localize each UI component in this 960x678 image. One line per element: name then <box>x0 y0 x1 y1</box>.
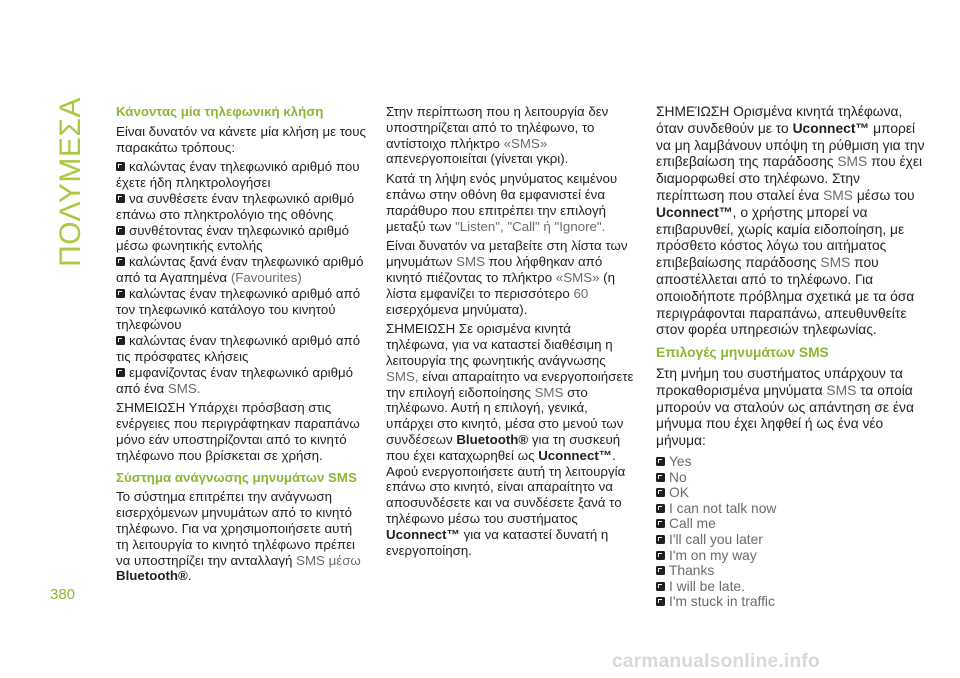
watermark: carmanualsonline.info <box>612 651 820 672</box>
checkbox-bullet-icon <box>656 519 665 528</box>
section-title: ΠΟΛΥΜΕΣΑ <box>54 97 87 267</box>
list-item: I'm stuck in traffic <box>656 594 926 610</box>
list-item: Call me <box>656 516 926 532</box>
list-item: OK <box>656 485 926 501</box>
list-item: Thanks <box>656 563 926 579</box>
call-methods-list <box>116 159 366 396</box>
heading-sms-options: Επιλογές μηνυμάτων SMS <box>656 345 829 361</box>
heading-making-call: Κάνοντας μία τηλεφωνική κλήση <box>116 104 324 119</box>
section-side-tab <box>53 97 89 267</box>
note-text: ΣΗΜΕΙΩΣΗ Σε ορισμένα κινητά τηλέφωνα, για να καταστεί διαθέσιμη η λειτουργία της φωνητικής ανάγνωσης SMS, είναι απαραίτητο να ενεργοποιήσετε την επιλογή ειδοποίησης SMS στο τηλέφωνο. Αυτή η επιλογή, γενικά, υπάρχει στο κινητό, μέσα στο μενού των συνδέσεων Bluetooth® για τη συσκευή που έχει καταχωρηθεί ως Uconnect™. Αφού ενεργοποιήσετε αυτή τη λειτουργία επάνω στο κινητό, είναι απαραίτητο να αποσυνδέσετε και να συνδέσετε ξανά το τηλέφωνο μέσω του συστήματος Uconnect™ για να καταστεί δυνατή η ενεργοποίηση. <box>386 321 634 558</box>
column-1 <box>116 104 366 588</box>
page-number: 380 <box>50 586 76 603</box>
list-item: να συνθέσετε έναν τηλεφωνικό αριθμό επάνω στο πληκτρολόγιο της οθόνης <box>116 190 355 222</box>
note-text: ΣΗΜΕΙΩΣΗ Υπάρχει πρόσβαση στις ενέργειες που περιγράφτηκαν παραπάνω μόνο εάν υποστηρίζονται από το κινητό τηλέφωνο που βρίσκεται σε χρήση. <box>116 400 360 463</box>
list-item: καλώντας έναν τηλεφωνικό αριθμό που έχετε ήδη πληκτρολογήσει <box>116 159 360 191</box>
note-text: ΣΗΜΕΊΩΣΗ Ορισμένα κινητά τηλέφωνα, όταν συνδεθούν με το Uconnect™ μπορεί να μη λαμβάνουν υπόψη τη ρύθμιση για την επιβεβαίωση της παράδοσης SMS που έχει διαμορφωθεί στο τηλέφωνο. Στην περίπτωση που σταλεί ένα SMS μέσω του Uconnect™, ο χρήστης μπορεί να επιβαρυνθεί, χωρίς καμία ειδοποίηση, με πρόσθετο κόστος λόγω του αιτήματος επιβεβαίωσης παράδοσης SMS που αποστέλλεται από το τηλέφωνο. Για οποιοδήποτε πρόβλημα σχετικά με τα όσα περιγράφονται παραπάνω, απευθυνθείτε στον φορέα υπηρεσιών τηλεφωνίας. <box>656 104 925 338</box>
list-item: I'm on my way <box>656 548 926 564</box>
sms-reader-text: Το σύστημα επιτρέπει την ανάγνωση εισερχόμενων μηνυμάτων από το κινητό τηλέφωνο. Για να χρησιμοποιήσετε αυτή τη λειτουργία το κινητό τηλέφωνο πρέπει να υποστηρίζει την ανταλλαγή SMS μέσω Bluetooth®. <box>116 489 361 584</box>
checkbox-bullet-icon <box>656 488 665 497</box>
list-item: I'll call you later <box>656 532 926 548</box>
checkbox-bullet-icon <box>656 566 665 575</box>
checkbox-bullet-icon <box>116 226 125 235</box>
checkbox-bullet-icon <box>656 535 665 544</box>
checkbox-bullet-icon <box>656 457 665 466</box>
list-item: συνθέτοντας έναν τηλεφωνικό αριθμό μέσω φωνητικής εντολής <box>116 222 350 254</box>
list-item: Yes <box>656 454 926 470</box>
checkbox-bullet-icon <box>656 504 665 513</box>
column-2 <box>386 104 636 562</box>
intro-text: Είναι δυνατόν να κάνετε μία κλήση με τους παρακάτω τρόπους: <box>116 123 366 155</box>
sms-options-list <box>656 454 926 610</box>
checkbox-bullet-icon <box>656 582 665 591</box>
list-item: No <box>656 470 926 486</box>
list-item: I will be late. <box>656 579 926 595</box>
checkbox-bullet-icon <box>656 473 665 482</box>
checkbox-bullet-icon <box>116 368 125 377</box>
checkbox-bullet-icon <box>116 289 125 298</box>
sms-options-text: Στη μνήμη του συστήματος υπάρχουν τα προκαθορισμένα μηνύματα SMS τα οποία μπορούν να σταλούν ως απάντηση σε ένα μήνυμα που έχει ληφθεί ή ως ένα νέο μήνυμα: <box>656 365 914 449</box>
paragraph: Στην περίπτωση που η λειτουργία δεν υποστηρίζεται από το τηλέφωνο, το αντίστοιχο πλήκτρο «SMS» απενεργοποιείται (γίνεται γκρι). <box>386 104 609 167</box>
list-item: I can not talk now <box>656 501 926 517</box>
checkbox-bullet-icon <box>116 162 125 171</box>
column-3 <box>656 104 926 610</box>
list-item: καλώντας έναν τηλεφωνικό αριθμό από τον τηλεφωνικό κατάλογο του κινητού τηλεφώνου <box>116 285 361 333</box>
checkbox-bullet-icon <box>656 551 665 560</box>
list-item: καλώντας ξανά έναν τηλεφωνικό αριθμό από τα Αγαπημένα (Favourites) <box>116 254 364 285</box>
list-item: καλώντας έναν τηλεφωνικό αριθμό από τις πρόσφατες κλήσεις <box>116 333 361 364</box>
paragraph: Είναι δυνατόν να μεταβείτε στη λίστα των μηνυμάτων SMS που λήφθηκαν από κινητό πιέζοντας το πλήκτρο «SMS» (η λίστα εμφανίζει το περισσότερο 60 εισερχόμενα μηνύματα). <box>386 238 628 317</box>
paragraph: Κατά τη λήψη ενός μηνύματος κειμένου επάνω στην οθόνη θα εμφανιστεί ένα παράθυρο που επιτρέπει την επιλογή μεταξύ των "Listen", "Call" ή "Ignore". <box>386 171 618 234</box>
checkbox-bullet-icon <box>116 194 125 203</box>
checkbox-bullet-icon <box>116 336 125 345</box>
checkbox-bullet-icon <box>656 597 665 606</box>
checkbox-bullet-icon <box>116 257 125 266</box>
heading-sms-reader: Σύστημα ανάγνωσης μηνυμάτων SMS <box>116 469 357 485</box>
list-item: εμφανίζοντας έναν τηλεφωνικό αριθμό από ένα SMS. <box>116 364 354 396</box>
